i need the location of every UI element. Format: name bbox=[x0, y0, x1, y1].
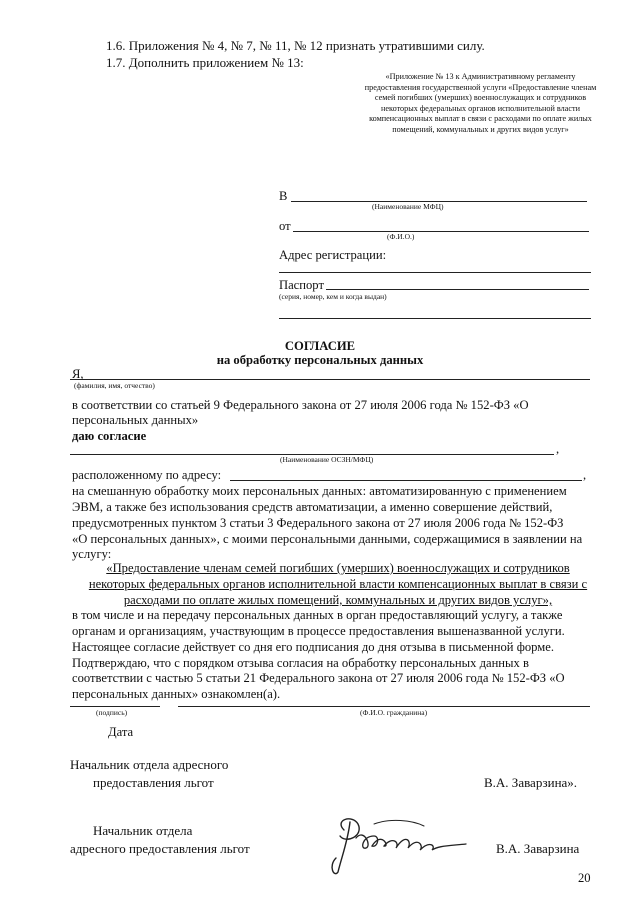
para-4: «О персональных данных», с моими персональными данными, содержащимися в заявлении на bbox=[72, 532, 583, 546]
citizen-fio-caption: (Ф.И.О. гражданина) bbox=[360, 708, 428, 717]
date-label: Дата bbox=[108, 725, 134, 739]
passport-label: Паспорт bbox=[279, 278, 324, 292]
registration-label: Адрес регистрации: bbox=[279, 248, 387, 262]
fio-line bbox=[70, 379, 590, 380]
page-number: 20 bbox=[578, 871, 591, 885]
outer-sign-title-1: Начальник отдела bbox=[93, 823, 193, 838]
passport-caption: (серия, номер, кем и когда выдан) bbox=[279, 292, 387, 301]
org-comma: , bbox=[556, 442, 560, 456]
citizen-fio-line bbox=[178, 706, 590, 707]
para-3: предусмотренных пунктом 3 статьи 3 Федерального закона от 27 июля 2006 года № 152-ФЗ bbox=[72, 516, 564, 530]
from-label: от bbox=[279, 219, 291, 233]
item-1-7: 1.7. Дополнить приложением № 13: bbox=[106, 55, 304, 70]
service-line-2: некоторых федеральных органов исполнительной власти компенсационных выплат в связи с bbox=[88, 577, 588, 591]
inner-sign-title-1: Начальник отдела адресного bbox=[70, 757, 229, 772]
para-2: ЭВМ, а также без использования средств автоматизации, а именно совершение действий, bbox=[72, 500, 553, 514]
item-1-6: 1.6. Приложения № 4, № 7, № 11, № 12 признать утратившими силу. bbox=[106, 38, 485, 53]
ya-label: Я, bbox=[72, 367, 84, 381]
handwritten-signature bbox=[320, 806, 470, 878]
org-caption: (Наименование ОСЗН/МФЦ) bbox=[280, 455, 374, 464]
from-line bbox=[293, 231, 589, 232]
address-end: , bbox=[583, 468, 587, 482]
passport-line-2 bbox=[279, 318, 591, 319]
to-label: В bbox=[279, 189, 288, 203]
fio-caption: (фамилия, имя, отчество) bbox=[74, 381, 155, 390]
law-line-1: в соответствии со статьей 9 Федерального закона от 27 июля 2006 года № 152-ФЗ «О bbox=[72, 398, 529, 412]
address-label: расположенному по адресу: bbox=[72, 468, 222, 482]
sign-caption: (подпись) bbox=[96, 708, 128, 717]
passport-line bbox=[326, 289, 589, 290]
law-line-2: персональных данных» bbox=[72, 413, 199, 427]
para-8: Настоящее согласие действует со дня его подписания до дня отзыва в письменной форме. bbox=[72, 640, 554, 654]
give-consent: даю согласие bbox=[72, 429, 147, 443]
outer-sign-name: В.А. Заварзина bbox=[496, 841, 580, 856]
sign-line bbox=[70, 706, 160, 707]
address-line bbox=[230, 480, 582, 481]
registration-line bbox=[279, 272, 591, 273]
outer-sign-title-2: адресного предоставления льгот bbox=[70, 841, 250, 856]
consent-title: СОГЛАСИЕ bbox=[284, 339, 356, 353]
service-line-3: расходами по оплате жилых помещений, коммунальных и других видов услуг», bbox=[123, 593, 553, 607]
para-5: услугу: bbox=[72, 547, 112, 561]
para-7: органам и организациям, участвующим в процессе предоставления вышеназванной услуги. bbox=[72, 624, 565, 638]
consent-subtitle: на обработку персональных данных bbox=[216, 353, 424, 367]
para-6: в том числе и на передачу персональных данных в орган предоставляющий услугу, а также bbox=[72, 608, 563, 622]
to-caption: (Наименование МФЦ) bbox=[372, 202, 444, 211]
inner-sign-title-2: предоставления льгот bbox=[93, 775, 214, 790]
inner-sign-name: В.А. Заварзина». bbox=[484, 775, 578, 790]
para-1: на смешанную обработку моих персональных данных: автоматизированную с применением bbox=[72, 484, 567, 498]
para-11: персональных данных» ознакомлен(а). bbox=[72, 687, 281, 701]
para-9: Подтверждаю, что с порядком отзыва согласия на обработку персональных данных в bbox=[72, 656, 529, 670]
para-10: соответствии с частью 5 статьи 21 Федерального закона от 27 июля 2006 года № 152-ФЗ «О bbox=[72, 671, 565, 685]
service-line-1: «Предоставление членам семей погибших (умерших) военнослужащих и сотрудников bbox=[106, 561, 570, 575]
appendix-note: «Приложение № 13 к Административному регламенту предоставления государственной услуги «Предоставление членам семей погибших (умерших) военнослужащих и сотрудников некоторых федеральных органов исполнительной власти компенсационных выплат в связи с расходами по оплате жилых помещений, коммунальных и других видов услуг» bbox=[364, 72, 597, 134]
from-caption: (Ф.И.О.) bbox=[387, 232, 415, 241]
